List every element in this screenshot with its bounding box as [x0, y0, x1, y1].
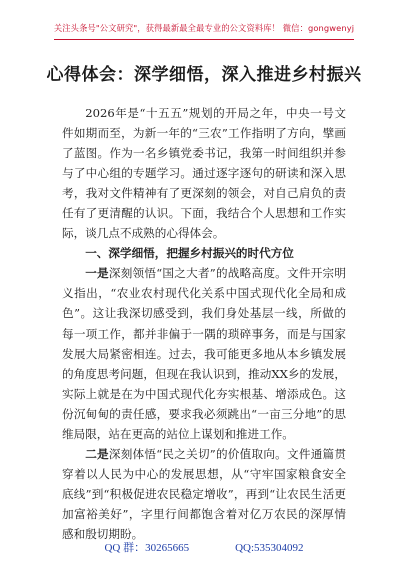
- document-body: [62, 103, 346, 544]
- document-title: 心得体会：深学细悟，深入推进乡村振兴: [46, 65, 362, 85]
- header-divider: [54, 39, 354, 40]
- paragraph-2-lead: 二是: [85, 446, 109, 461]
- footer-qq-contact: QQ:535304092: [235, 542, 304, 554]
- paragraph-2-text: 深刻体悟“民之关切”的价值取向。文件通篇贯穿着以人民为中心的发展思想，从“守牢国家粮食安全底线”到“积极促进农民稳定增收”，再到“让农民生活更加富裕美好”，字里行间都饱含着对亿万农民的深厚情感和殷切期盼。: [62, 446, 346, 541]
- paragraph-1-text: 深刻领悟“国之大者”的战略高度。文件开宗明义指出，“农业农村现代化关系中国式现代化全局和成色”。这让我深切感受到，我们身处基层一线，所做的每一项工作，都并非偏于一隅的琐碎事务，而是与国家发展大局紧密相连。过去，我可能更多地从本乡镇发展的角度思考问题，但现在我认识到，推动XX乡的发展，实际上就是在为中国式现代化夯实根基、增添成色。这份沉甸甸的责任感，要求我必须跳出“一亩三分地”的思维局限，站在更高的站位上谋划和推进工作。: [62, 266, 346, 441]
- paragraph-1-lead: 一是: [85, 266, 109, 281]
- header-banner: 关注头条号"公文研究"，获得最新最全最专业的公文资料库！ 微信：gongwenyj: [53, 23, 355, 33]
- paragraph-2: [62, 444, 346, 544]
- footer-qq-group: QQ 群：30265665: [104, 542, 190, 554]
- section-heading-1: 一、深学细悟，把握乡村振兴的时代方位: [85, 246, 294, 261]
- intro-paragraph: 2026年是“十五五”规划的开局之年，中央一号文件如期而至，为新一年的“三农”工作指明了方向，擘画了蓝图。作为一名乡镇党委书记，我第一时间组织并参与了中心组的专题学习。通过逐字逐句的研读和深入思考，我对文件精神有了更深刻的领会，对自己肩负的责任有了更清醒的认识。下面，我结合个人思想和工作实际，谈几点不成熟的心得体会。: [62, 106, 346, 241]
- paragraph-1: [62, 263, 346, 443]
- footer-contact: [0, 539, 408, 555]
